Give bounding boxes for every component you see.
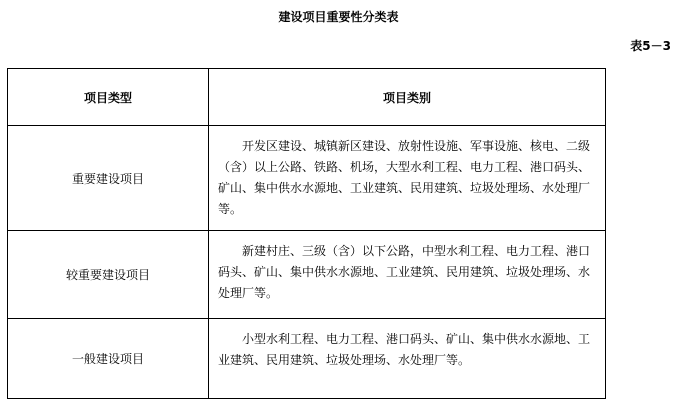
document-title: 建设项目重要性分类表 [278,10,399,24]
project-type-cell: 较重要建设项目 [8,231,209,319]
project-type-cell: 一般建设项目 [8,319,209,399]
table-number: 表5－3 [630,39,671,53]
project-category-cell: 开发区建设、城镇新区建设、放射性设施、军事设施、核电、二级（含）以上公路、铁路、机场，大型水利工程、电力工程、港口码头、矿山、集中供水水源地、工业建筑、民用建筑、垃圾处理场、水处理厂等。 [209,126,606,231]
classification-table [7,68,606,399]
header-project-type: 项目类型 [8,69,209,126]
header-project-category: 项目类别 [209,69,606,126]
table-row [8,231,606,319]
project-type-cell: 重要建设项目 [8,126,209,231]
table-row [8,319,606,399]
table-header-row [8,69,606,126]
project-category-cell: 新建村庄、三级（含）以下公路，中型水利工程、电力工程、港口码头、矿山、集中供水水源地、工业建筑、民用建筑、垃圾处理场、水处理厂等。 [209,231,606,319]
project-category-cell: 小型水利工程、电力工程、港口码头、矿山、集中供水水源地、工业建筑、民用建筑、垃圾处理场、水处理厂等。 [209,319,606,399]
table-row [8,126,606,231]
